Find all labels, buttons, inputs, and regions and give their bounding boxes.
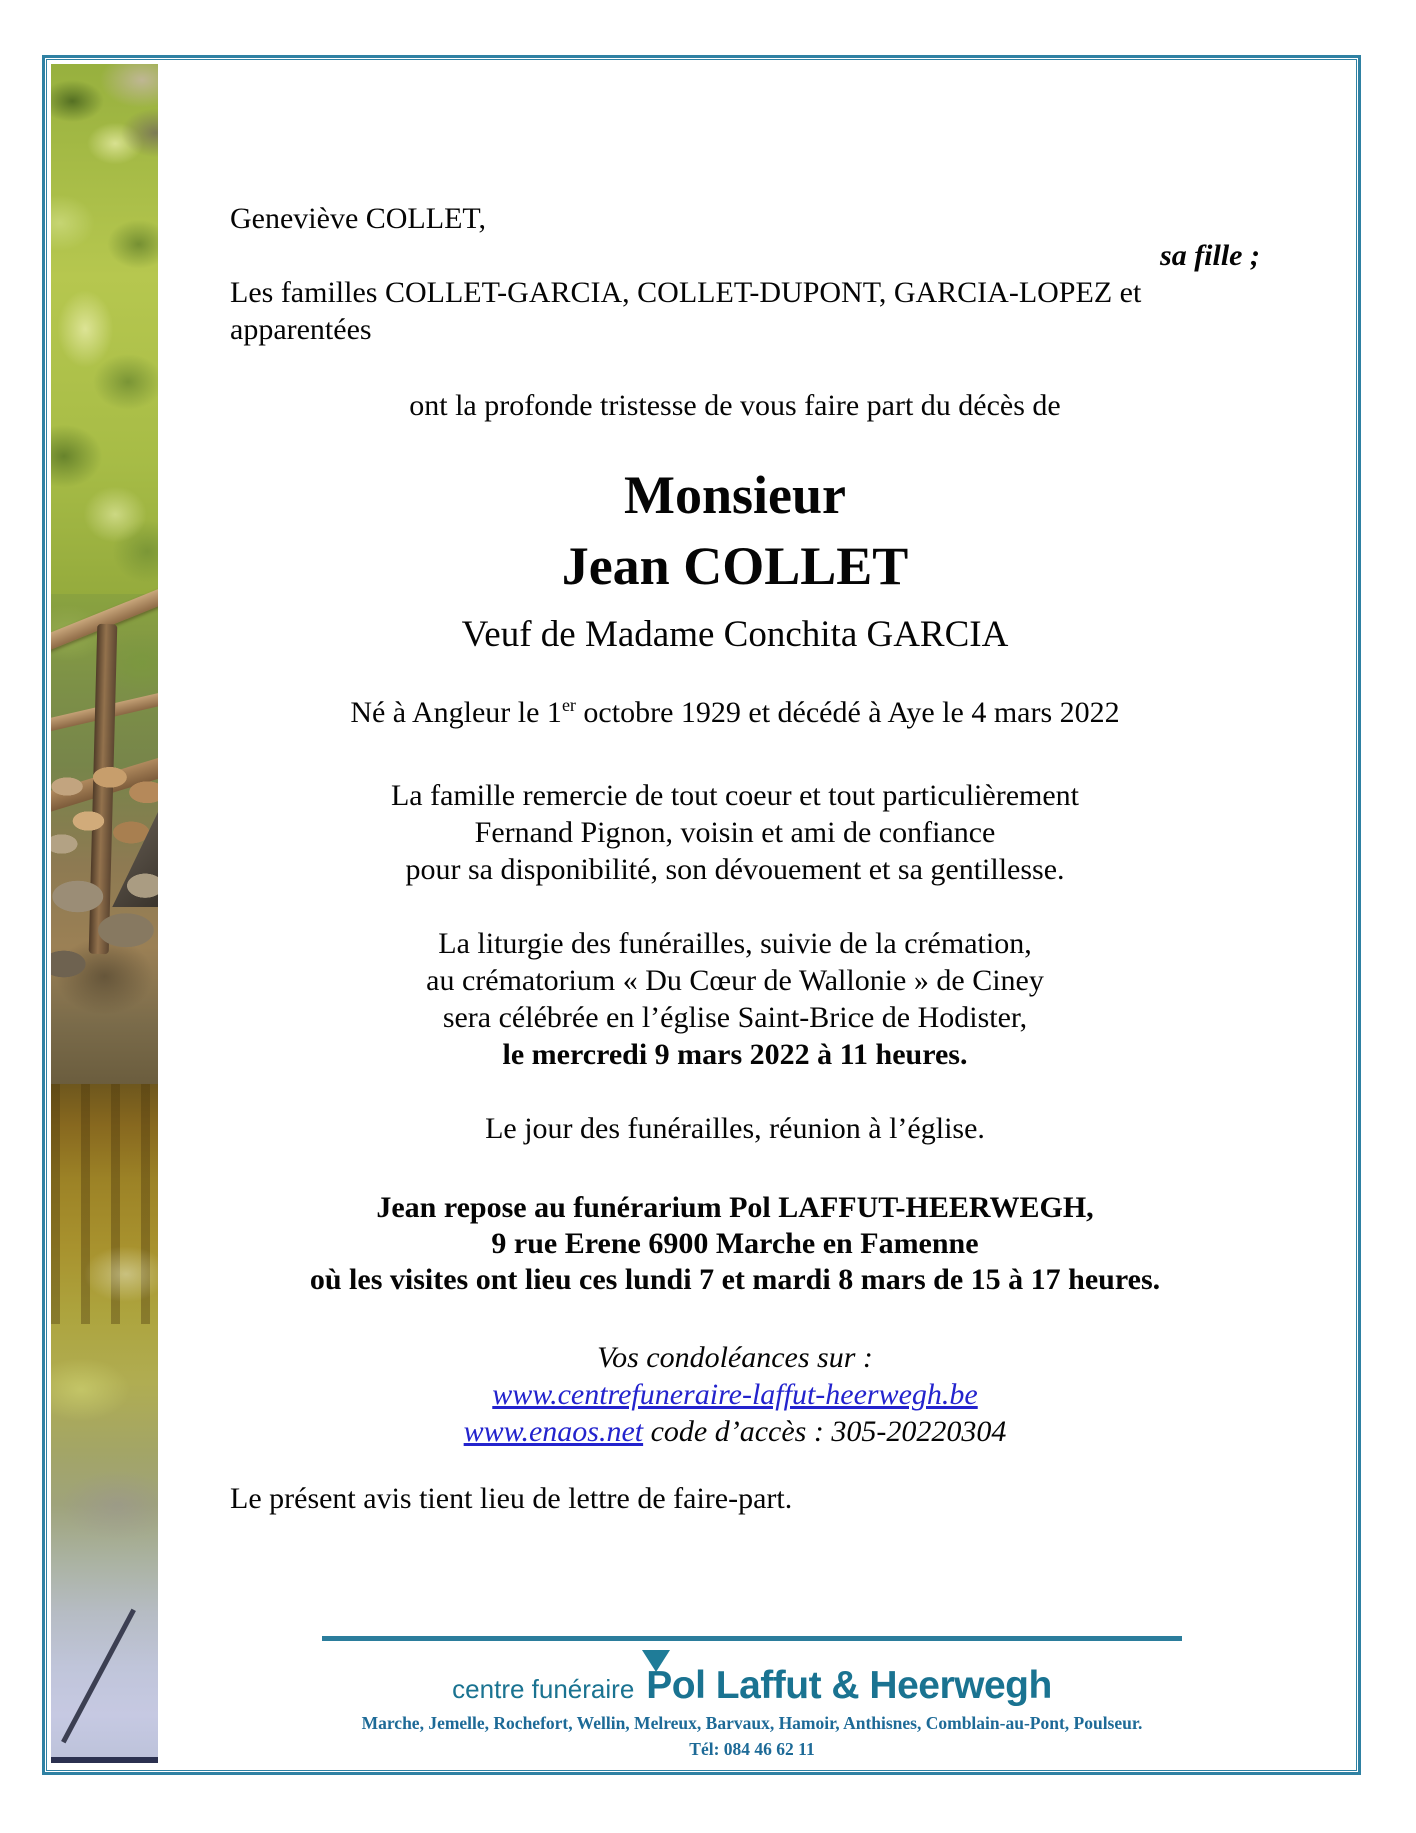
enaos-access-code: code d’accès : 305-20220304 xyxy=(643,1415,1007,1448)
footer-phone: Tél: 084 46 62 11 xyxy=(689,1739,815,1759)
announcement-line: ont la profonde tristesse de vous faire part du décès de xyxy=(409,389,1061,422)
condolences-link-line-2 xyxy=(210,1413,1260,1450)
meeting-paragraph xyxy=(210,1110,1260,1147)
repose-line-3: où les visites ont lieu ces lundi 7 et mardi 8 mars de 15 à 17 heures. xyxy=(309,1263,1161,1296)
photo-rocks xyxy=(51,856,158,991)
life-dates-paragraph xyxy=(210,694,1260,731)
life-dates-suffix: octobre 1929 et décédé à Aye le 4 mars 2022 xyxy=(575,696,1120,729)
life-dates-prefix: Né à Angleur le 1 xyxy=(350,696,562,729)
thanks-line-2: Fernand Pignon, voisin et ami de confiance xyxy=(474,816,996,849)
logo-title-wrap xyxy=(646,1664,1052,1708)
repose-line-2: 9 rue Erene 6900 Marche en Famenne xyxy=(491,1227,979,1260)
intro-line-relation: sa fille ; xyxy=(1160,239,1260,272)
condolence-website-link[interactable]: www.centrefuneraire-laffut-heerwegh.be xyxy=(492,1378,978,1411)
logo-subtitle: centre funéraire xyxy=(452,1674,635,1704)
condolences-paragraph xyxy=(210,1339,1260,1450)
logo-title: Pol Laffut & Heerwegh xyxy=(646,1664,1052,1707)
footer-towns-list: Marche, Jemelle, Rochefort, Wellin, Melreux, Barvaux, Hamoir, Anthisnes, Comblain-au-Pont, Poulseur. xyxy=(361,1713,1143,1733)
ceremony-paragraph xyxy=(210,925,1260,1073)
deceased-name: Jean COLLET xyxy=(561,536,909,596)
intro-line-families-cont: apparentées xyxy=(230,313,372,346)
intro-line-families: Les familles COLLET-GARCIA, COLLET-DUPONT, GARCIA-LOPEZ et xyxy=(230,276,1142,309)
condolences-intro: Vos condoléances sur : xyxy=(597,1341,873,1374)
thanks-paragraph xyxy=(210,777,1260,888)
widower-text: Veuf de Madame Conchita GARCIA xyxy=(461,614,1009,655)
thanks-line-1: La famille remercie de tout coeur et tout particulièrement xyxy=(390,779,1079,812)
deceased-title-block xyxy=(210,460,1260,602)
condolences-link-line-1 xyxy=(210,1376,1260,1413)
ceremony-date-line: le mercredi 9 mars 2022 à 11 heures. xyxy=(502,1038,968,1071)
funeral-home-logo xyxy=(310,1664,1194,1708)
meeting-line: Le jour des funérailles, réunion à l’église. xyxy=(485,1112,985,1145)
memorial-photo xyxy=(51,64,158,1763)
repose-line-1: Jean repose au funérarium Pol LAFFUT-HEERWEGH, xyxy=(376,1191,1094,1224)
life-dates-ordinal: er xyxy=(561,695,576,715)
ceremony-line-1: La liturgie des funérailles, suivie de la crémation, xyxy=(438,927,1032,960)
notice-paragraph xyxy=(210,1480,1260,1517)
repose-paragraph xyxy=(210,1190,1260,1298)
footer-divider-line xyxy=(322,1636,1182,1641)
notice-line: Le présent avis tient lieu de lettre de faire-part. xyxy=(230,1482,793,1515)
thanks-line-3: pour sa disponibilité, son dévouement et sa gentillesse. xyxy=(405,853,1065,886)
announcement-paragraph xyxy=(210,387,1260,424)
ceremony-line-2: au crématorium « Du Cœur de Wallonie » de Ciney xyxy=(426,964,1044,997)
life-dates-line xyxy=(210,694,1260,731)
intro-paragraph xyxy=(210,200,1260,348)
photo-bottom-edge xyxy=(51,1757,158,1763)
enaos-link[interactable]: www.enaos.net xyxy=(463,1415,644,1448)
photo-foliage-layer xyxy=(51,64,158,594)
deceased-civility: Monsieur xyxy=(624,465,846,525)
intro-line-daughter-name: Geneviève COLLET, xyxy=(230,202,487,235)
ceremony-line-3: sera célébrée en l’église Saint-Brice de Hodister, xyxy=(442,1001,1028,1034)
logo-triangle-icon xyxy=(642,1650,670,1672)
widower-line xyxy=(210,612,1260,658)
